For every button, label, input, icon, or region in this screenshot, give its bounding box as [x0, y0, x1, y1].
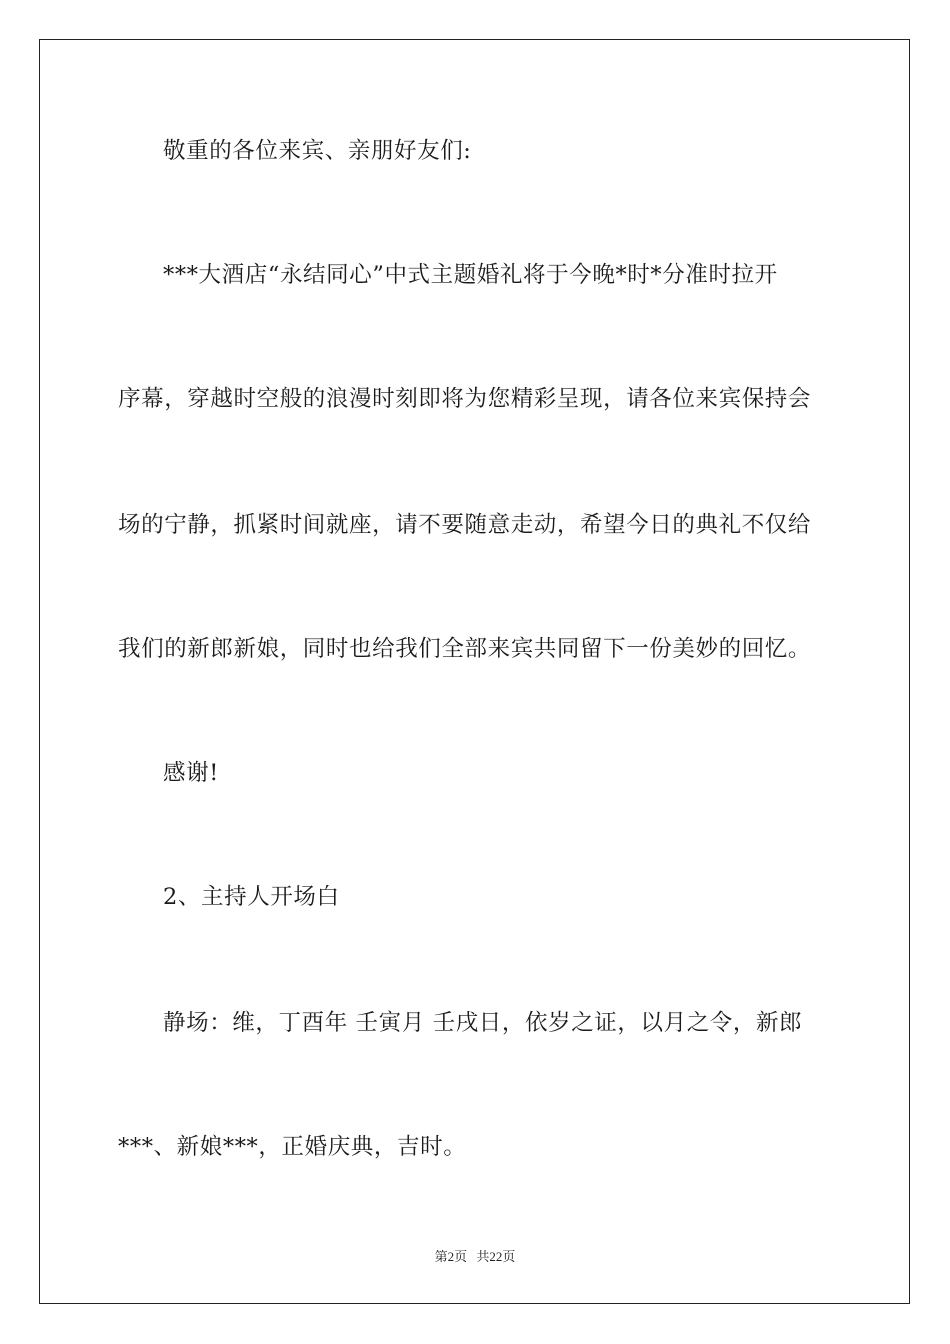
paragraph-line: ***大酒店“永结同心”中式主题婚礼将于今晚*时*分准时拉开 — [163, 262, 778, 288]
page-footer — [0, 1246, 950, 1265]
paragraph-line: 我们的新郎新娘，同时也给我们全部来宾共同留下一份美妙的回忆。 — [118, 636, 812, 662]
salutation-line: 敬重的各位来宾、亲朋好友们: — [163, 138, 472, 164]
page-border — [39, 39, 910, 1304]
page-number: 第2页 — [434, 1249, 468, 1264]
paragraph-line: ***、新娘***，正婚庆典，吉时。 — [118, 1134, 467, 1160]
paragraph-line: 静场：维，丁酉年 壬寅月 壬戌日，依岁之证，以月之令，新郎 — [163, 1010, 803, 1036]
paragraph-line: 场的宁静，抓紧时间就座，请不要随意走动，希望今日的典礼不仅给 — [118, 512, 812, 538]
paragraph-line: 序幕，穿越时空般的浪漫时刻即将为您精彩呈现，请各位来宾保持会 — [118, 386, 812, 412]
section-heading: 2、主持人开场白 — [163, 884, 340, 910]
page-total: 共22页 — [476, 1249, 516, 1264]
thanks-line: 感谢! — [163, 760, 219, 786]
